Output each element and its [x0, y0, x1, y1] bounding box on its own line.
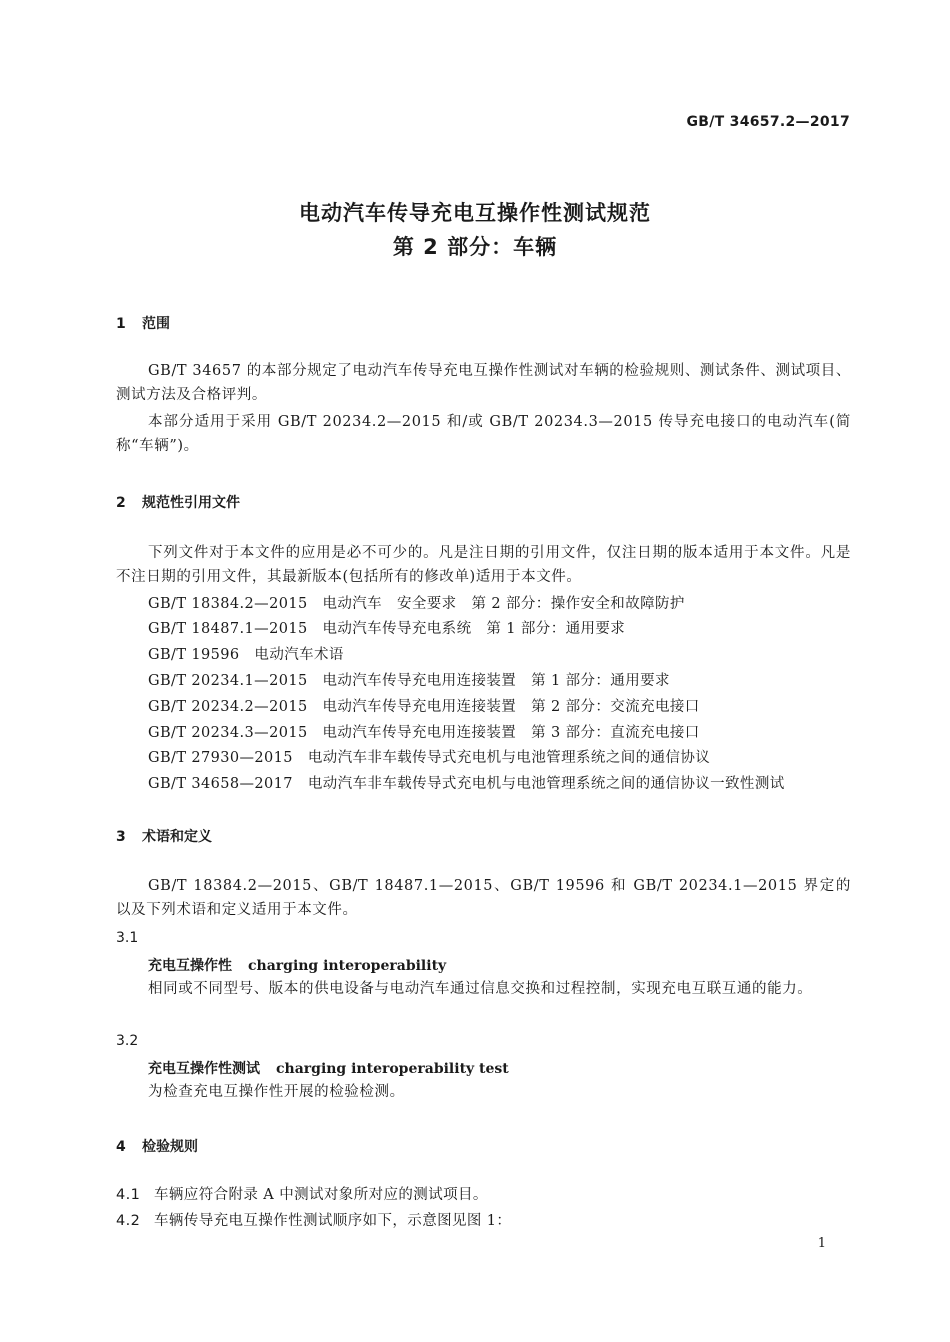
- rule-number: 4.1: [116, 1187, 141, 1203]
- reference-item: GB/T 20234.1—2015 电动汽车传导充电用连接装置 第 1 部分：通用要求: [148, 673, 670, 689]
- term-definition: 为检查充电互操作性开展的检验检测。: [148, 1084, 405, 1100]
- rule-item: [116, 1209, 511, 1233]
- term-en: charging interoperability test: [276, 1061, 509, 1077]
- term-definition: 相同或不同型号、版本的供电设备与电动汽车通过信息交换和过程控制，实现充电互联互通的能力。: [148, 981, 813, 997]
- rule-text: 车辆传导充电互操作性测试顺序如下，示意图见图 1：: [154, 1213, 512, 1229]
- reference-item: GB/T 18487.1—2015 电动汽车传导充电系统 第 1 部分：通用要求: [148, 621, 626, 637]
- page-number: 1: [817, 1236, 826, 1251]
- references-intro-paragraph: 下列文件对于本文件的应用是必不可少的。凡是注日期的引用文件，仅注日期的版本适用于本文件。凡是不注日期的引用文件，其最新版本(包括所有的修改单)适用于本文件。: [116, 545, 851, 585]
- scope-paragraph-2: 本部分适用于采用 GB/T 20234.2—2015 和/或 GB/T 20234.3—2015 传导充电接口的电动汽车(简称“车辆”)。: [116, 414, 851, 454]
- term-number: 3.2: [116, 1033, 139, 1049]
- term-entry: [148, 1058, 509, 1078]
- title-line-2: 第 2 部分：车辆: [392, 235, 558, 259]
- section-title: 术语和定义: [142, 829, 212, 845]
- reference-item: GB/T 18384.2—2015 电动汽车 安全要求 第 2 部分：操作安全和故障防护: [148, 596, 685, 612]
- standard-code: GB/T 34657.2—2017: [686, 114, 850, 130]
- terms-intro-paragraph: GB/T 18384.2—2015、GB/T 18487.1—2015、GB/T 19596 和 GB/T 20234.1—2015 界定的以及下列术语和定义适用于本文件。: [116, 878, 851, 918]
- term-number: 3.1: [116, 930, 139, 946]
- reference-item: GB/T 19596 电动汽车术语: [148, 647, 344, 663]
- rule-number: 4.2: [116, 1213, 141, 1229]
- reference-item: GB/T 20234.2—2015 电动汽车传导充电用连接装置 第 2 部分：交流充电接口: [148, 699, 700, 715]
- term-zh: 充电互操作性: [148, 958, 232, 974]
- section-heading-terms-definitions: [116, 826, 212, 846]
- term-en: charging interoperability: [248, 958, 447, 974]
- section-number: 2: [116, 495, 126, 511]
- section-number: 3: [116, 829, 126, 845]
- scope-paragraph-1: GB/T 34657 的本部分规定了电动汽车传导充电互操作性测试对车辆的检验规则、测试条件、测试项目、测试方法及合格评判。: [116, 363, 851, 403]
- document-title: [0, 196, 950, 264]
- rule-item: [116, 1183, 488, 1207]
- reference-item: GB/T 34658—2017 电动汽车非车载传导式充电机与电池管理系统之间的通信协议一致性测试: [148, 776, 785, 792]
- section-heading-normative-references: [116, 492, 240, 512]
- section-title: 规范性引用文件: [142, 495, 240, 511]
- section-number: 1: [116, 316, 126, 332]
- rule-text: 车辆应符合附录 A 中测试对象所对应的测试项目。: [154, 1187, 488, 1203]
- section-number: 4: [116, 1139, 126, 1155]
- section-title: 检验规则: [142, 1139, 198, 1155]
- title-line-1: 电动汽车传导充电互操作性测试规范: [299, 201, 651, 225]
- term-zh: 充电互操作性测试: [148, 1061, 260, 1077]
- term-entry: [148, 955, 446, 975]
- section-heading-inspection-rules: [116, 1136, 198, 1156]
- section-title: 范围: [142, 316, 170, 332]
- reference-item: GB/T 27930—2015 电动汽车非车载传导式充电机与电池管理系统之间的通信协议: [148, 750, 711, 766]
- section-heading-scope: [116, 313, 170, 333]
- reference-item: GB/T 20234.3—2015 电动汽车传导充电用连接装置 第 3 部分：直流充电接口: [148, 725, 700, 741]
